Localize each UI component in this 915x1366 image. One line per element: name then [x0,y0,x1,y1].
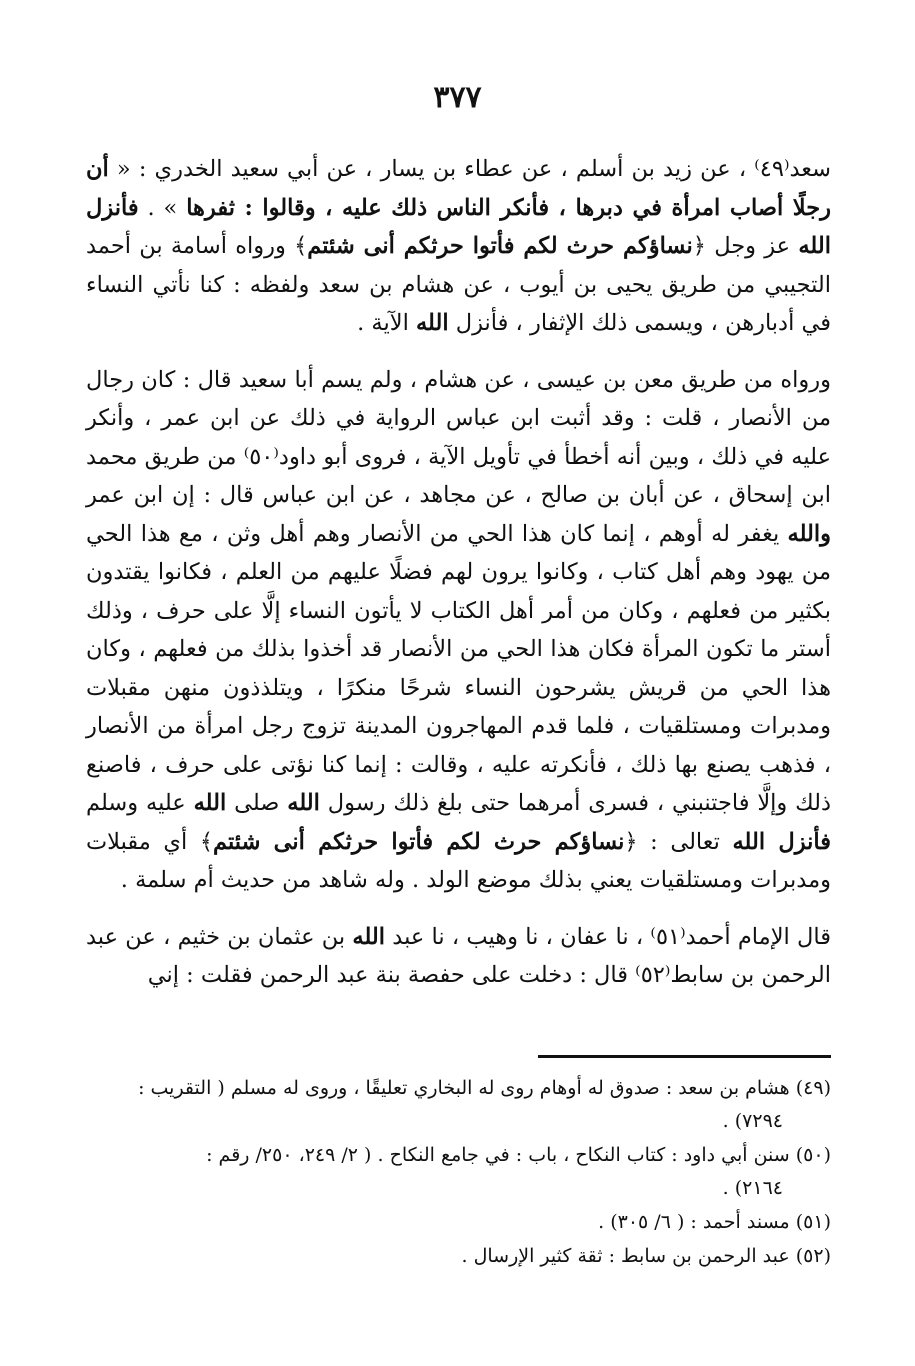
footnote [86,1139,831,1205]
footnote-line: (٥٢) عبد الرحمن بن سابط : ثقة كثير الإرسال . [461,1245,831,1267]
bold-text-run: الله [415,310,449,336]
footnote-divider [538,1055,831,1058]
text-run: ورواه من طريق معن بن عيسى ، عن هشام ، ولم يسم أبا سعيد قال : كان رجال من الأنصار ، قلت : وقد أثبت ابن عباس الرواية في ذلك عن ابن عمر ، وأنكر عليه في ذلك ، وبين أنه أخطأ في تأويل الآية ، فروى أبو داود [86,366,832,470]
footnote-continuation: ٢١٦٤) . [722,1177,783,1199]
text-run: صلى [226,790,288,816]
text-run: سعد [789,156,831,182]
text-run: ⁽٤٩⁾ [754,156,790,182]
text-run: ، نا عفان ، نا وهيب ، نا عبد [385,923,651,950]
bold-text-run: فأنزل الله [86,194,831,259]
text-run: » . [138,194,187,221]
text-run: ، عن زيد بن أسلم ، عن عطاء بن يسار ، عن أبي سعيد الخدري : « [108,156,755,182]
bold-text-run: نساؤكم حرث لكم فأتوا حرثكم أنى شئتم [307,233,693,259]
paragraph [86,361,831,900]
footnote [86,1072,831,1138]
bold-text-run: فأنزل الله [732,828,831,855]
bold-text-run: الله [193,790,227,816]
bold-text-run: الله [287,790,320,816]
text-run: قال الإمام أحمد [685,923,831,950]
footnote-continuation: ٧٢٩٤) . [722,1110,783,1132]
page-number: ٣٧٧ [433,80,482,115]
footnote [86,1206,831,1239]
bold-text-run: الله [352,923,386,950]
text-run: تعالى : ﴿ [624,828,733,855]
text-run: ⁽٥١⁾ [650,923,686,950]
paragraph [86,918,831,995]
text-run: ⁽٥٠⁾ [243,443,279,470]
text-run: الآية . [357,310,416,336]
text-run: يغفر له أوهم ، إنما كان هذا الحي من الأنصار وهم أهل وثن ، مع هذا الحي من يهود وهم أهل كتاب ، وكانوا يرون لهم فضلًا عليهم من العلم ، فكانوا يقتدون بكثير من فعلهم ، وكان من أمر أهل الكتاب لا يأتون النساء إلَّا على حرف ، وذلك أستر ما تكون المرأة فكان هذا الحي من الأنصار قد أخذوا بذلك من فعلهم ، وكان هذا الحي من قريش يشرحون النساء شرحًا منكرًا ، ويتلذذون منهن مقبلات ومدبرات ومستلقيات ، فلما قدم المهاجرون المدينة تزوج رجل امرأة من الأنصار ، فذهب يصنع بها ذلك ، فأنكرته عليه ، وقالت : إنما كنا نؤتى على حرف ، فاصنع ذلك وإلَّا فاجتنبني ، فسرى أمرهما حتى بلغ ذلك رسول [86,520,832,816]
text-run: عليه وسلم [86,790,194,816]
bold-text-run: نساؤكم حرث لكم فأتوا حرثكم أنى شئتم [213,828,625,855]
text-run: من طريق محمد ابن إسحاق ، عن أبان بن صالح ، عن مجاهد ، عن ابن عباس قال : إن ابن عمر [86,443,831,508]
bold-text-run: أن رجلًا أصاب امرأة في دبرها ، فأنكر الناس ذلك عليه ، وقالوا : ثفرها [86,156,832,221]
text-run: ﴾ ورواه أسامة بن أحمد التجيبي من طريق يحيى بن أيوب ، عن هشام بن سعد ولفظه : كنا نأتي النساء في أدبارهن ، ويسمى ذلك الإثفار ، فأنزل [86,233,831,336]
text-run: عز وجل ﴿ [692,233,799,259]
bold-text-run: والله [787,520,831,547]
footnote-line: (٥١) مسند أحمد : ( ٦/ ٣٠٥) . [598,1211,831,1233]
footnote [86,1240,831,1273]
text-run: ﴾ أي مقبلات ومدبرات ومستلقيات يعني بذلك موضع الولد . وله شاهد من حديث أم سلمة . [86,828,831,893]
text-run: قال : دخلت على حفصة بنة عبد الرحمن فقلت : إني [147,962,636,988]
footnote-line: (٤٩) هشام بن سعد : صدوق له أوهام روى له البخاري تعليقًا ، وروى له مسلم ( التقريب : [138,1077,831,1099]
footnotes [86,1072,831,1274]
text-run: بن عثمان بن خثيم ، عن عبد الرحمن بن سابط [86,923,831,988]
text-run: ⁽٥٢⁾ [635,962,671,988]
footnote-line: (٥٠) سنن أبي داود : كتاب النكاح ، باب : في جامع النكاح . ( ٢/ ٢٤٩، ٢٥٠/ رقم : [206,1144,831,1166]
paragraph [86,150,831,343]
main-text [86,150,831,1013]
